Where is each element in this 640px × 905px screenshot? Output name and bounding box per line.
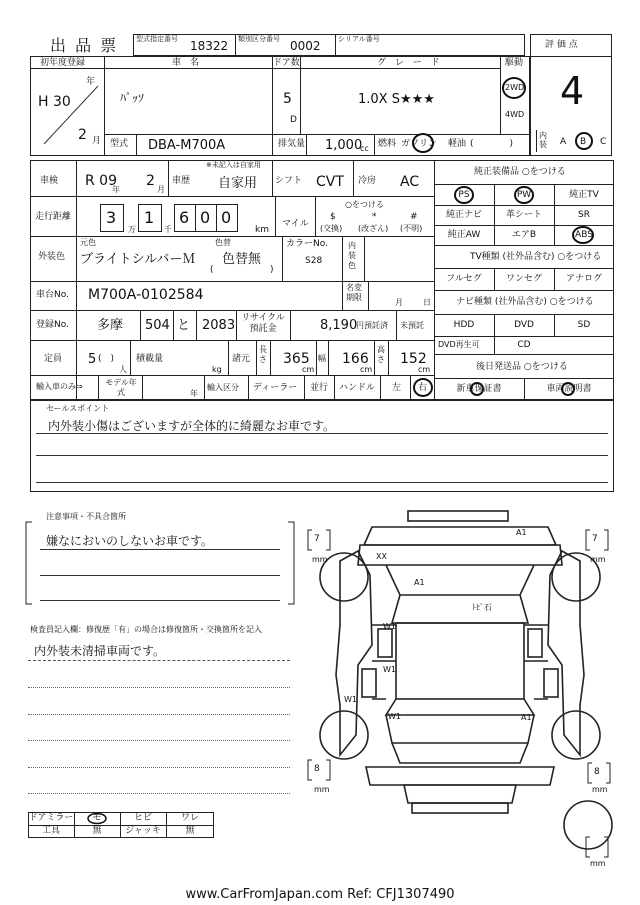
first-reg-month: 2 bbox=[78, 127, 87, 143]
history-note: ※未記入は自家用 bbox=[206, 161, 261, 169]
later-warranty-circle bbox=[470, 382, 484, 396]
color-orig: ブライトシルバーＭ bbox=[80, 252, 196, 267]
notes-bracket bbox=[24, 518, 296, 608]
shaken-label: 車検 bbox=[40, 176, 59, 186]
equip-tv: 純正TV bbox=[569, 190, 599, 200]
color-code: S28 bbox=[305, 256, 323, 266]
registration-label: 登録No. bbox=[36, 320, 69, 330]
first-reg-label: 初年度登録 bbox=[40, 58, 86, 68]
bt-jack: ジャッキ bbox=[125, 826, 161, 836]
grade-label: グ レ ー ド bbox=[377, 58, 443, 68]
history-value: 自家用 bbox=[218, 176, 258, 191]
shaken-month-unit: 月 bbox=[157, 185, 165, 194]
dims-label: 諸元 bbox=[232, 354, 251, 364]
mileage-sen: 千 bbox=[164, 225, 172, 234]
import-dealer: ディーラー bbox=[253, 383, 298, 393]
doors-label: ドア数 bbox=[273, 58, 300, 68]
fuel-value: ガソリン bbox=[401, 139, 438, 149]
chassis-value: M700A-0102584 bbox=[88, 287, 204, 303]
color-change: 色替無 bbox=[222, 252, 262, 267]
nav-dvd: DVD bbox=[514, 320, 534, 330]
diag-mark-3: A1 bbox=[414, 578, 425, 587]
model-year-unit: 年 bbox=[190, 389, 198, 398]
height-value: 152 bbox=[400, 351, 427, 367]
capacity-value: 5 bbox=[88, 352, 97, 367]
diag-mark-7: W1 bbox=[344, 695, 357, 704]
shift-label: シフト bbox=[275, 176, 303, 186]
mileage-sym-3: # bbox=[410, 212, 418, 222]
nav-hdd: HDD bbox=[453, 320, 475, 330]
model-type: DBA-M700A bbox=[148, 138, 226, 153]
fuel-light-oil: 軽油 bbox=[448, 139, 467, 149]
shaken-era: R 09 bbox=[85, 173, 117, 189]
import-label: 輸入車のみ⇒ bbox=[36, 382, 83, 391]
mileage-sym-3-label: (不明) bbox=[400, 224, 423, 233]
sales-point-text: 内外装小傷はございますが全体的に綺麗なお車です。 bbox=[48, 419, 336, 433]
drive-2wd: 2WD bbox=[505, 83, 525, 92]
mileage-circle-note: ○をつける bbox=[345, 200, 384, 209]
car-name: ﾊﾟｯｿ bbox=[120, 91, 145, 105]
capacity-unit: 人 bbox=[119, 365, 127, 374]
sales-point-box bbox=[30, 400, 614, 492]
handle-label: ハンドル bbox=[339, 383, 376, 393]
score-label: 評 価 点 bbox=[545, 40, 578, 50]
color-paren-close: ) bbox=[270, 265, 274, 275]
fuel-paren: ( ) bbox=[470, 139, 514, 149]
mileage-sym-2-label: (改ざん) bbox=[358, 224, 389, 233]
mileage-sym-1: $ bbox=[330, 212, 336, 222]
interior-b: B bbox=[580, 137, 587, 147]
history-label: 車歴 bbox=[172, 176, 191, 186]
handle-right: 右 bbox=[418, 383, 428, 393]
equip-pw-circle bbox=[514, 186, 534, 204]
displacement-label: 排気量 bbox=[278, 139, 306, 149]
later-manual-circle bbox=[561, 382, 575, 396]
mileage-label: 走行距離 bbox=[35, 212, 72, 222]
equip-navi: 純正ナビ bbox=[445, 210, 482, 220]
mileage-sym-1-label: (交換) bbox=[320, 224, 343, 233]
tyre-rr-unit: mm bbox=[592, 785, 608, 794]
category-label: 類別区分番号 bbox=[238, 35, 280, 43]
bt-mirror-value: モ bbox=[92, 813, 102, 823]
mileage-digit-4: 0 bbox=[200, 208, 211, 227]
tv-analog: アナログ bbox=[565, 274, 602, 284]
interior-a: A bbox=[560, 137, 567, 147]
score-value: 4 bbox=[560, 69, 585, 113]
mileage-man: 万 bbox=[128, 225, 136, 234]
displacement-value: 1,000 bbox=[325, 138, 363, 153]
recycle-label: リサイクル預託金 bbox=[241, 313, 285, 334]
mileage-digit-3: 6 bbox=[179, 208, 190, 227]
interior-label: 内装 bbox=[539, 131, 547, 149]
later-title: 後日発送品 ○をつける bbox=[476, 362, 568, 372]
equip-leather: 革シート bbox=[505, 210, 542, 220]
color-code-label: カラーNo. bbox=[286, 239, 328, 249]
handle-circle bbox=[413, 378, 433, 397]
expiry-label: 名変期限 bbox=[346, 283, 362, 302]
bt-break: ワレ bbox=[180, 813, 199, 823]
shift-value: CVT bbox=[316, 174, 344, 190]
shaken-year: 年 bbox=[112, 185, 120, 194]
notes-text: 嫌なにおいのしないお車です。 bbox=[46, 534, 214, 548]
color-label: 外装色 bbox=[38, 252, 66, 262]
notes-label: 注意事項・不具合箇所 bbox=[46, 512, 126, 521]
import-parallel: 並行 bbox=[310, 383, 329, 393]
recycle-status: 未預託 bbox=[400, 321, 424, 330]
shaken-month: 2 bbox=[146, 173, 155, 189]
expiry-day: 日 bbox=[423, 298, 431, 307]
diag-mark-2: XX bbox=[376, 552, 387, 561]
expiry-month: 月 bbox=[395, 298, 403, 307]
equip-airbag: エアB bbox=[511, 230, 537, 240]
tyre-rr-depth: 8 bbox=[594, 767, 600, 777]
later-manual: 車両説明書 bbox=[546, 384, 592, 394]
first-reg-year-unit: 年 bbox=[86, 77, 96, 87]
bt-tools-value: 無 bbox=[92, 826, 102, 836]
later-warranty: 新車保証書 bbox=[456, 384, 502, 394]
equip-abs-circle bbox=[572, 226, 594, 244]
mileage-mile: マイル bbox=[282, 219, 309, 229]
doors-value: 5 bbox=[283, 91, 292, 107]
length-value: 365 bbox=[283, 351, 310, 367]
tyre-fl-unit: mm bbox=[312, 555, 328, 564]
first-reg-month-unit: 月 bbox=[92, 136, 102, 146]
equip-ps-circle bbox=[454, 186, 474, 204]
import-class-label: 輸入区分 bbox=[207, 383, 239, 392]
tv-title: TV種類 (社外品含む) ○をつける bbox=[470, 252, 602, 262]
recycle-unit: 円預託済 bbox=[356, 321, 388, 330]
tv-fullseg: フルセグ bbox=[446, 274, 482, 284]
equip-aw: 純正AW bbox=[447, 230, 481, 240]
bt-jack-value: 無 bbox=[185, 826, 195, 836]
model-code-label: 型式指定番号 bbox=[136, 35, 178, 43]
height-unit: cm bbox=[418, 365, 431, 374]
tyre-fl-depth: 7 bbox=[314, 534, 320, 544]
registration-kana: と bbox=[177, 318, 191, 333]
load-unit: kg bbox=[212, 365, 222, 374]
chassis-label: 車台No. bbox=[36, 290, 69, 300]
interior-color-label: 内装色 bbox=[348, 241, 356, 270]
width-label: 幅 bbox=[318, 354, 326, 363]
tyre-fr-unit: mm bbox=[590, 555, 606, 564]
car-name-label: 車 名 bbox=[172, 58, 200, 68]
mileage-digit-2: 1 bbox=[144, 208, 155, 227]
diag-mark-4: ﾄﾋﾞ石 bbox=[472, 603, 492, 612]
mileage-unit: km bbox=[255, 225, 269, 235]
equip-ps: PS bbox=[458, 190, 470, 200]
mileage-digit-5: 0 bbox=[221, 208, 232, 227]
equip-sr: SR bbox=[578, 210, 590, 220]
model-type-label: 型式 bbox=[110, 139, 129, 149]
inspector-label: 検査員記入欄：修復歴「有」の場合は修復箇所・交換箇所を記入 bbox=[30, 625, 262, 634]
nav-sd: SD bbox=[577, 320, 591, 330]
load-label: 積載量 bbox=[136, 354, 164, 364]
handle-left: 左 bbox=[392, 383, 402, 393]
registration-number: 2083 bbox=[202, 318, 236, 333]
tyre-fr-depth: 7 bbox=[592, 534, 598, 544]
dvd-play-label: DVD再生可 bbox=[438, 340, 480, 349]
aircon-value: AC bbox=[400, 174, 420, 190]
drive-4wd: 4WD bbox=[505, 110, 525, 119]
model-code: 18322 bbox=[190, 39, 229, 53]
interior-c: C bbox=[600, 137, 607, 147]
registration-class: 504 bbox=[145, 318, 170, 333]
length-label: 長さ bbox=[259, 345, 267, 364]
footer-reference: www.CarFromJapan.com Ref: CFJ1307490 bbox=[185, 887, 455, 902]
doors-sub: D bbox=[290, 115, 297, 125]
nav-title: ナビ種類 (社外品含む) ○をつける bbox=[456, 297, 594, 307]
equip-pw: PW bbox=[516, 190, 532, 200]
grade-value: 1.0X S★★★ bbox=[358, 92, 435, 107]
diag-mark-6: W1 bbox=[383, 665, 396, 674]
tyre-rl-depth: 8 bbox=[314, 764, 320, 774]
height-label: 高さ bbox=[377, 345, 385, 364]
category-number: 0002 bbox=[290, 39, 321, 53]
diag-mark-8: W1 bbox=[388, 712, 401, 721]
color-change-label: 色替 bbox=[215, 238, 231, 247]
recycle-amount: 8,190 bbox=[320, 318, 358, 333]
first-reg-era: H 30 bbox=[38, 94, 71, 110]
color-orig-label: 元色 bbox=[80, 238, 96, 247]
bt-crack: ヒビ bbox=[133, 813, 152, 823]
aircon-label: 冷房 bbox=[358, 176, 377, 186]
capacity-label: 定員 bbox=[44, 354, 63, 364]
tyre-rl-unit: mm bbox=[314, 785, 330, 794]
bt-tools: 工具 bbox=[41, 826, 60, 836]
registration-area: 多摩 bbox=[97, 318, 124, 333]
fuel-label: 燃料 bbox=[378, 139, 397, 149]
mileage-sym-2: * bbox=[372, 212, 377, 222]
tv-oneseg: ワンセグ bbox=[505, 274, 542, 284]
model-year-label: モデル年式 bbox=[105, 378, 137, 397]
first-reg-slash bbox=[34, 77, 100, 150]
equipment-title: 純正装備品 ○をつける bbox=[474, 167, 566, 177]
bt-door-mirror: ドアミラー bbox=[28, 813, 74, 823]
length-unit: cm bbox=[302, 365, 315, 374]
drive-label: 駆動 bbox=[505, 58, 524, 68]
diag-mark-5: W1 bbox=[383, 622, 396, 631]
nav-cd: CD bbox=[517, 340, 531, 350]
mileage-digit-1: 3 bbox=[106, 208, 117, 227]
tyre-spare-unit: mm bbox=[590, 859, 606, 868]
car-damage-diagram bbox=[300, 505, 620, 875]
equip-abs: ABS bbox=[575, 230, 593, 240]
sheet-title: 出 品 票 bbox=[50, 36, 119, 55]
interior-circle bbox=[575, 132, 593, 150]
width-value: 166 bbox=[342, 351, 369, 367]
diag-mark-9: A1 bbox=[521, 713, 532, 722]
sales-point-label: セールスポイント bbox=[46, 404, 110, 413]
diag-mark-1: A1 bbox=[516, 528, 527, 537]
serial-label: シリアル番号 bbox=[338, 35, 380, 43]
width-unit: cm bbox=[360, 365, 373, 374]
displacement-unit: cc bbox=[360, 144, 369, 153]
color-paren-open: ( bbox=[210, 265, 214, 275]
inspector-text: 内外装未清掃車両です。 bbox=[34, 644, 166, 658]
fuel-circle bbox=[412, 133, 434, 153]
capacity-paren: ( ) bbox=[98, 354, 115, 364]
